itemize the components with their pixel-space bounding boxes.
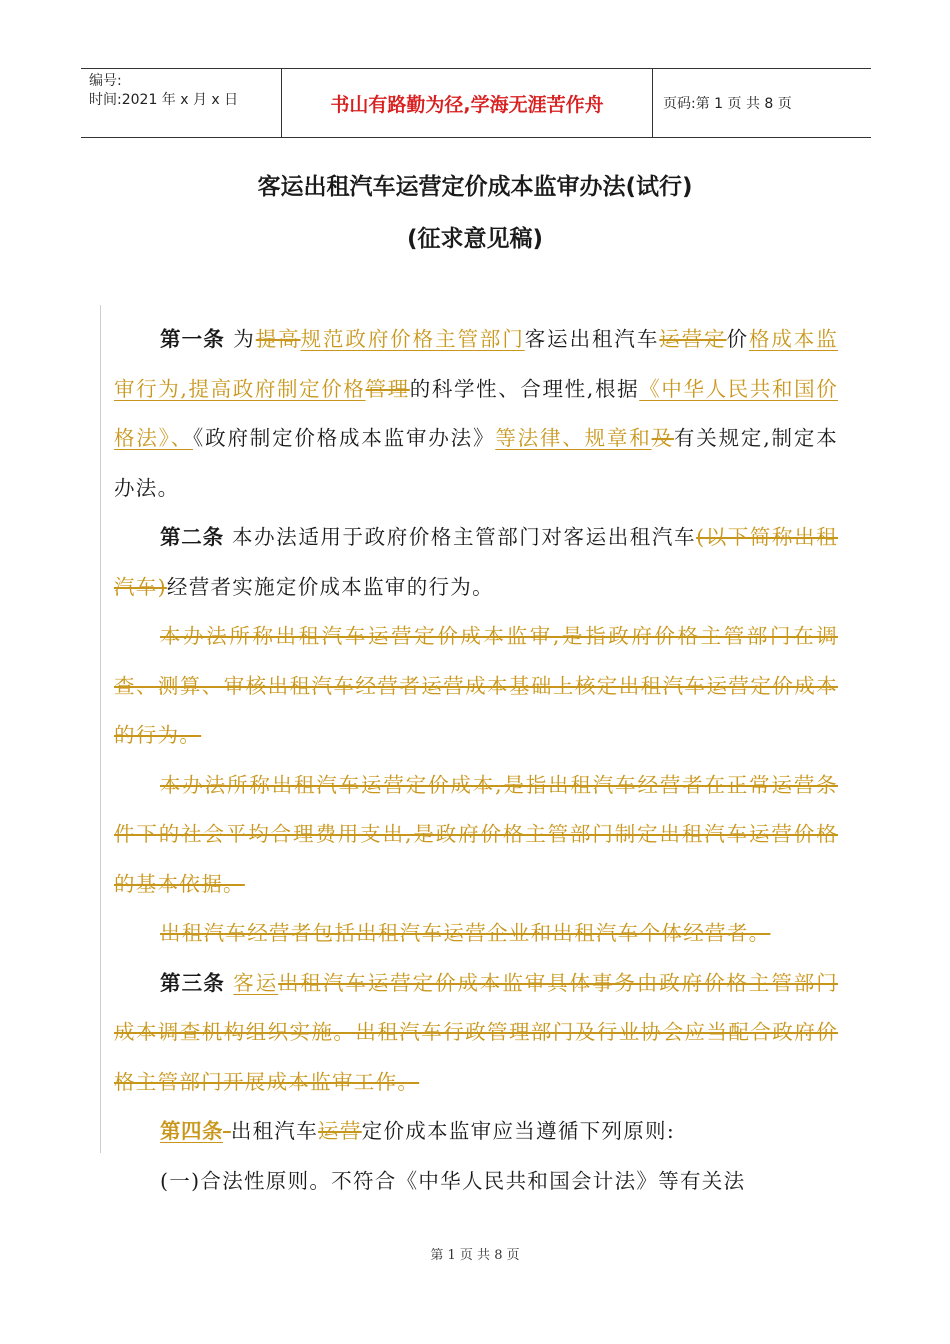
header-page-info: 页码:第 1 页 共 8 页 <box>663 96 792 112</box>
deleted-text: 出租汽车运营定价成本监审具体事务由政府价格主管部门成本调查机构组织实施。出租汽车行政管理部门及行业协会应当配合政府价格主管部门开展成本监审工作。 <box>114 970 838 1094</box>
deleted-text: (以下简称出租汽车) <box>114 525 839 599</box>
document-body <box>114 315 838 1206</box>
paragraph <box>114 612 838 761</box>
deleted-text: 运营定 <box>659 327 727 351</box>
header-motto: 书山有路勤为径,学海无涯苦作舟 <box>281 69 653 137</box>
inserted-text: 客运 <box>233 970 279 995</box>
document-subtitle: (征求意见稿) <box>406 226 544 252</box>
deleted-text: 本办法所称出租汽车运营定价成本监审,是指政府价格主管部门在调查、测算、审核出租汽车经营者运营成本基础上核定出租汽车运营定价成本的行为。 <box>114 624 838 747</box>
text-run: (一)合法性原则。不符合《中华人民共和国会计法》等有关法 <box>160 1168 746 1193</box>
article-heading: 第一条 <box>160 327 225 351</box>
time-label: 时间:2021 年 x 月 x 日 <box>89 92 239 108</box>
paragraph <box>114 315 838 513</box>
text-run: 客运出租汽车 <box>524 327 660 351</box>
paragraph <box>114 959 838 1108</box>
inserted-text: 规范政府价格主管部门 <box>300 327 525 351</box>
deleted-text: 提高 <box>255 327 301 351</box>
paragraph <box>114 513 838 612</box>
inserted-text: 格成本监审行为,提高政府制定价格 <box>114 327 839 401</box>
text-run: 为 <box>224 327 256 351</box>
inserted-text: 等法律、规章和 <box>495 426 652 450</box>
article-heading: 第三条 <box>160 970 225 995</box>
text-run: 价 <box>726 327 749 351</box>
article-heading: 第四条 <box>160 1119 223 1143</box>
text-run: 经营者实施定价成本监审的行为。 <box>166 574 494 599</box>
text-run: 定价成本监审应当遵循下列原则: <box>361 1119 676 1143</box>
deleted-text: 本办法所称出租汽车运营定价成本,是指出租汽车经营者在正常运营条件下的社会平均合理费用支出,是政府价格主管部门制定出租汽车运营价格的基本依据。 <box>114 772 838 896</box>
text-run: 出租汽车 <box>230 1119 319 1143</box>
paragraph <box>114 1107 838 1157</box>
article-heading: 第二条 <box>160 525 224 549</box>
number-label: 编号: <box>89 73 122 89</box>
inserted-text: 《中华人民共和国价格法》、 <box>114 376 839 450</box>
deleted-text: 运营 <box>318 1119 362 1143</box>
text-run: 的科学性、合理性,根据 <box>409 376 640 401</box>
text-run: 有关规定,制定本办法。 <box>114 426 838 500</box>
text-run: 《政府制定价格成本监审办法》 <box>193 426 496 450</box>
deleted-text: 及 <box>651 426 674 450</box>
revision-bar <box>100 305 101 1153</box>
paragraph <box>114 1157 838 1207</box>
deleted-text: 管理 <box>365 376 410 401</box>
page-footer: 第 1 页 共 8 页 <box>430 1248 520 1263</box>
deleted-text <box>223 1119 231 1143</box>
paragraph <box>114 909 838 959</box>
header-meta <box>81 69 281 137</box>
document-title: 客运出租汽车运营定价成本监审办法(试行) <box>257 174 693 200</box>
paragraph <box>114 761 838 910</box>
deleted-text: 出租汽车经营者包括出租汽车运营企业和出租汽车个体经营者。 <box>160 921 771 945</box>
text-run: 本办法适用于政府价格主管部门对客运出租汽车 <box>223 525 697 549</box>
document-header <box>81 68 871 138</box>
